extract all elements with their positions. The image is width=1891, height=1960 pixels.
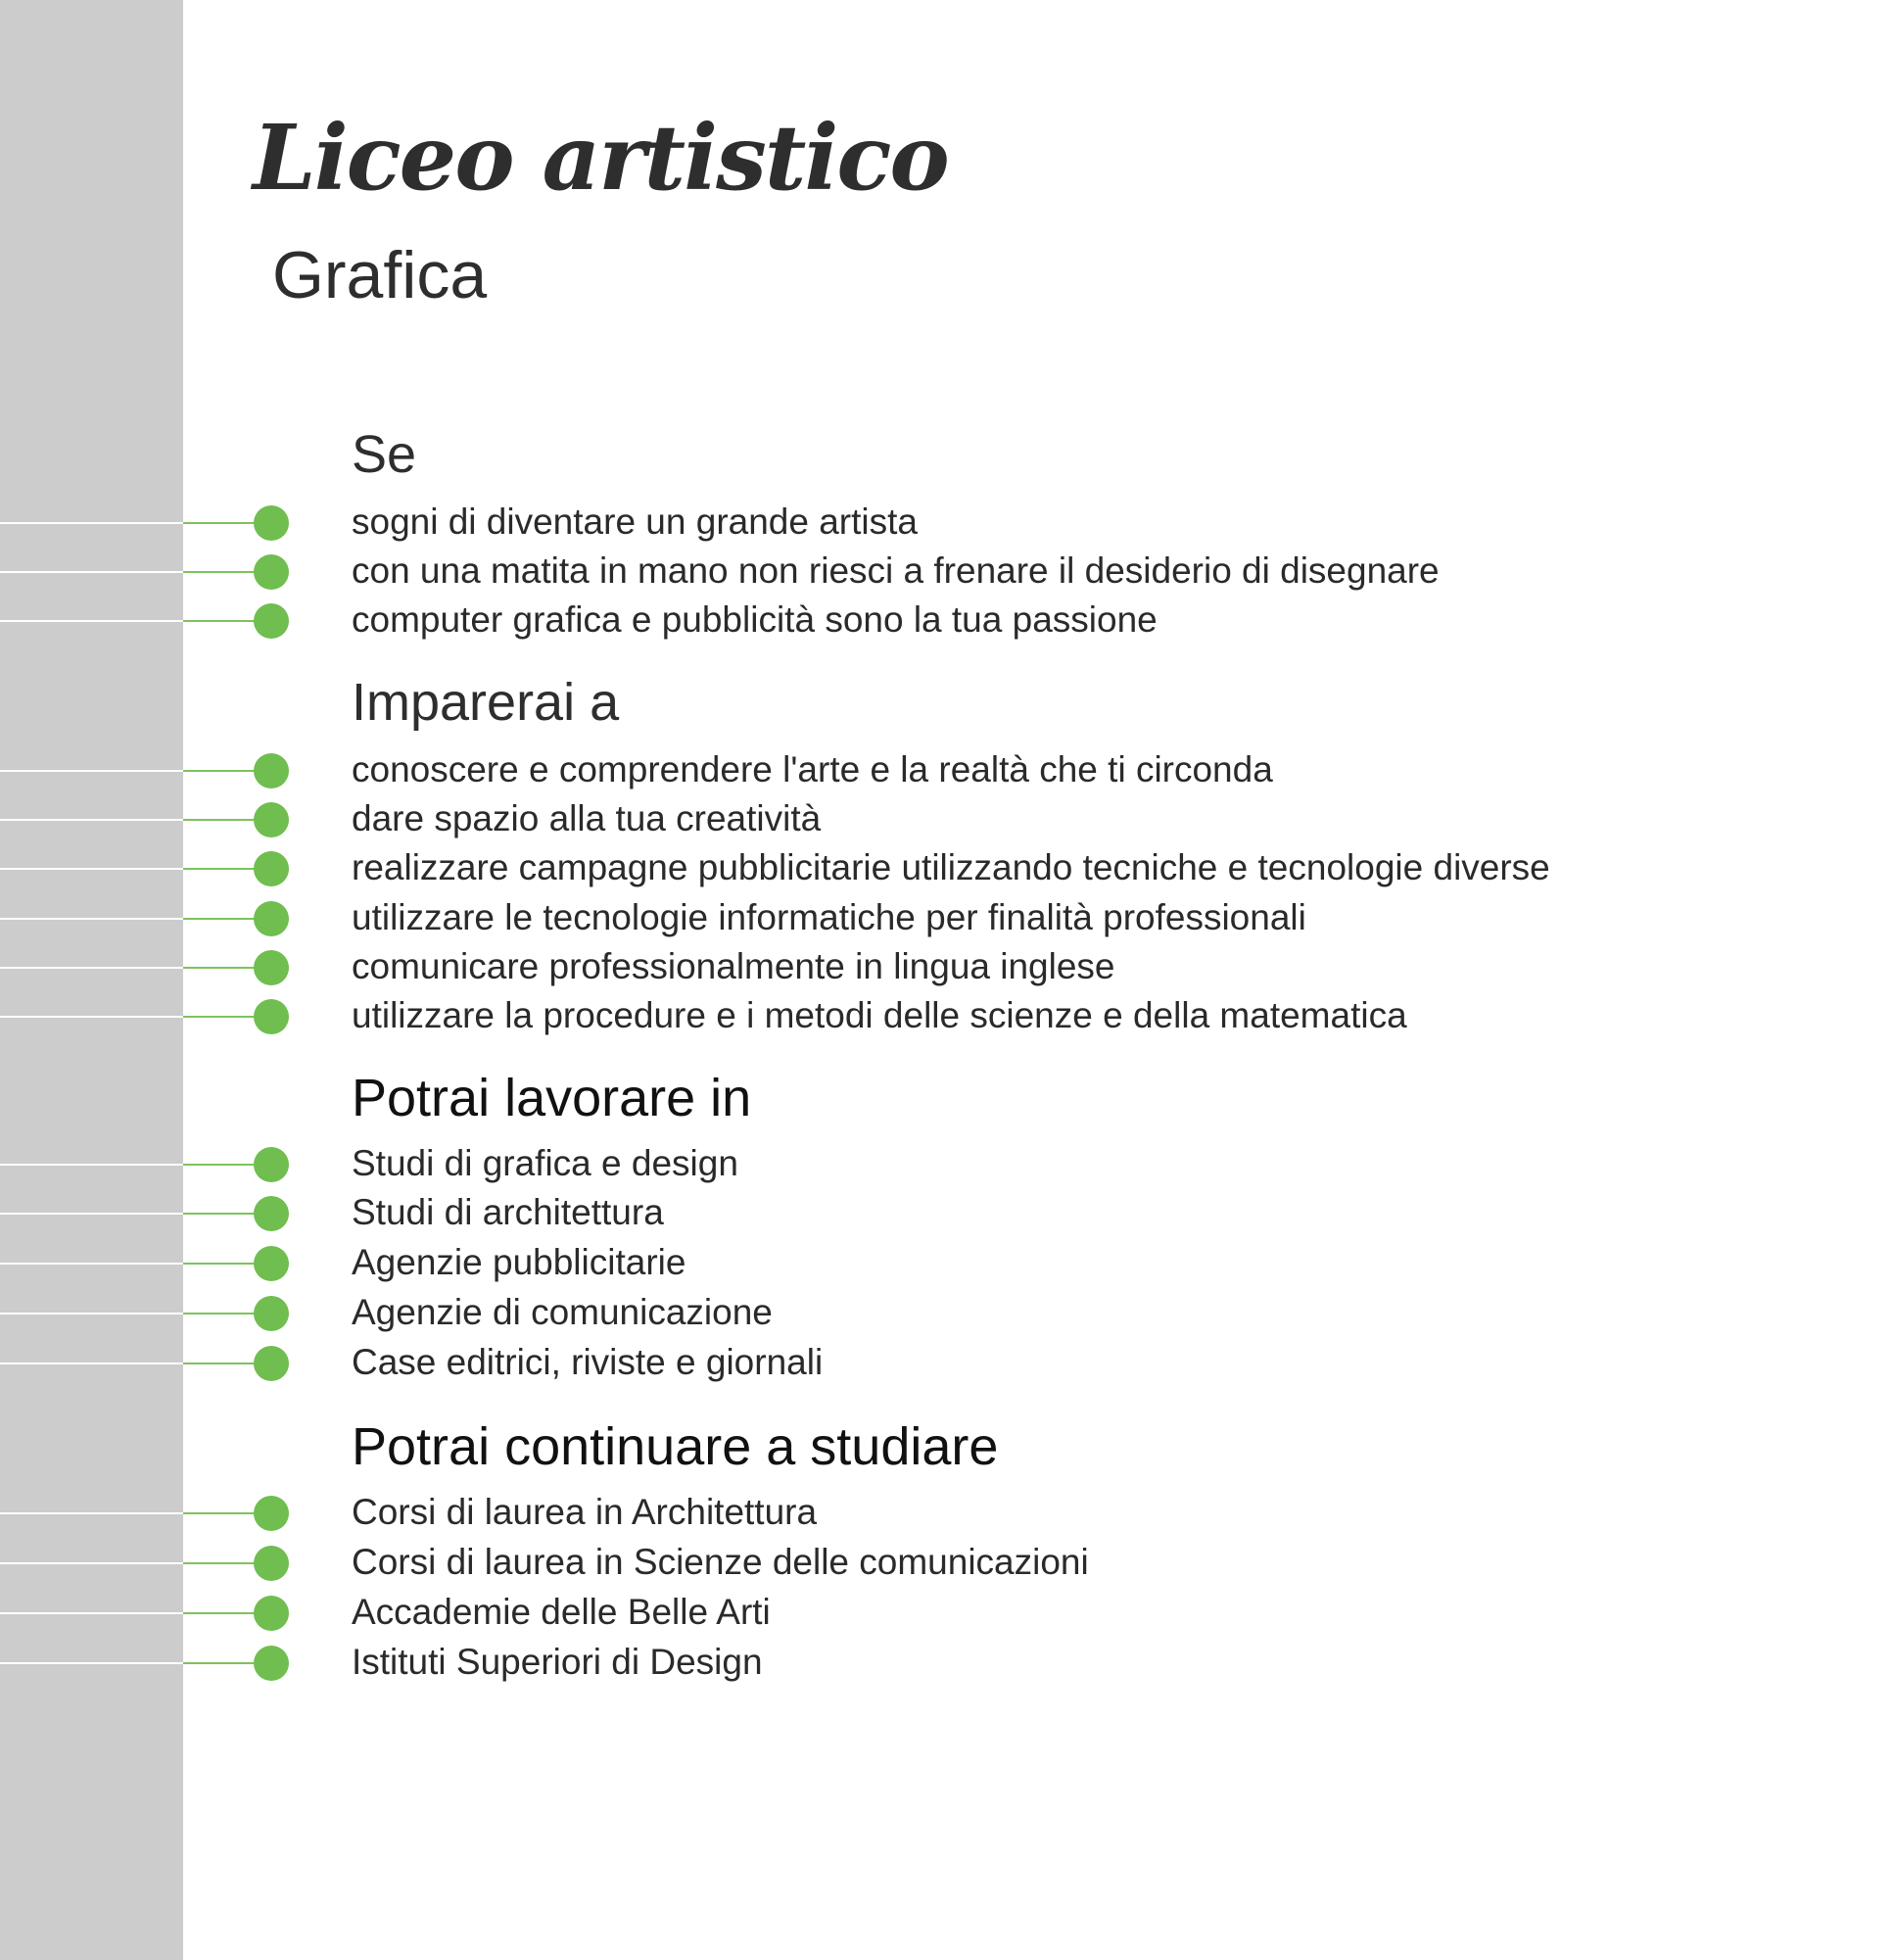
list-item [0, 844, 1891, 893]
divider-line [0, 522, 183, 524]
list-item-text: realizzare campagne pubblicitarie utilizzando tecniche e tecnologie diverse [352, 847, 1550, 887]
list-item-text: Agenzie pubblicitarie [352, 1242, 686, 1282]
divider-line [0, 1263, 183, 1265]
bullet-dot-icon [254, 505, 289, 541]
list-item-text: Case editrici, riviste e giornali [352, 1342, 824, 1382]
bullet-dot-icon [254, 1246, 289, 1281]
list-item [0, 1289, 1891, 1338]
section-heading-lavorare: Potrai lavorare in [352, 1069, 752, 1127]
list-item-text: dare spazio alla tua creatività [352, 798, 822, 838]
divider-line [0, 1562, 183, 1564]
divider-line [0, 1164, 183, 1166]
list-item [0, 1589, 1891, 1638]
list-item [0, 499, 1891, 548]
list-item [0, 548, 1891, 597]
list-item-text: Agenzie di comunicazione [352, 1292, 773, 1332]
bullet-dot-icon [254, 851, 289, 886]
list-item [0, 1539, 1891, 1588]
section-heading-se: Se [352, 425, 417, 484]
divider-line [0, 1512, 183, 1514]
bullet-dot-icon [254, 1296, 289, 1331]
list-item [0, 1639, 1891, 1688]
list-item [0, 943, 1891, 992]
list-item [0, 992, 1891, 1041]
list-item-text: Accademie delle Belle Arti [352, 1592, 771, 1632]
bullet-dot-icon [254, 554, 289, 590]
divider-line [0, 1662, 183, 1664]
list-item [0, 597, 1891, 645]
list-item-text: con una matita in mano non riesci a frenare il desiderio di disegnare [352, 550, 1440, 591]
bullet-dot-icon [254, 1196, 289, 1231]
divider-line [0, 967, 183, 969]
divider-line [0, 1612, 183, 1614]
bullet-dot-icon [254, 1496, 289, 1531]
bullet-dot-icon [254, 950, 289, 985]
list-item-text: utilizzare le tecnologie informatiche per finalità professionali [352, 897, 1306, 937]
divider-line [0, 1313, 183, 1315]
list-item-text: Studi di grafica e design [352, 1143, 738, 1183]
bullet-dot-icon [254, 603, 289, 639]
divider-line [0, 868, 183, 870]
page-subtitle: Grafica [272, 238, 488, 312]
section-heading-imparerai: Imparerai a [352, 673, 620, 732]
divider-line [0, 1362, 183, 1364]
divider-line [0, 770, 183, 772]
list-item-text: Studi di architettura [352, 1192, 664, 1232]
list-item-text: comunicare professionalmente in lingua inglese [352, 946, 1115, 986]
bullet-dot-icon [254, 999, 289, 1034]
divider-line [0, 918, 183, 920]
list-item-text: utilizzare la procedure e i metodi delle scienze e della matematica [352, 995, 1407, 1035]
bullet-dot-icon [254, 1646, 289, 1681]
bullet-dot-icon [254, 901, 289, 936]
list-item [0, 1140, 1891, 1189]
list-item-text: Corsi di laurea in Architettura [352, 1492, 818, 1532]
bullet-dot-icon [254, 1346, 289, 1381]
divider-line [0, 571, 183, 573]
divider-line [0, 819, 183, 821]
list-item-text: Corsi di laurea in Scienze delle comunicazioni [352, 1542, 1089, 1582]
list-item [0, 1489, 1891, 1538]
list-item-text: sogni di diventare un grande artista [352, 502, 918, 542]
divider-line [0, 1016, 183, 1018]
bullet-dot-icon [254, 1546, 289, 1581]
bullet-dot-icon [254, 1147, 289, 1182]
list-item [0, 894, 1891, 943]
divider-line [0, 620, 183, 622]
list-item [0, 1189, 1891, 1238]
page-title: Liceo artistico [253, 105, 948, 211]
list-item [0, 1239, 1891, 1288]
list-item-text: computer grafica e pubblicità sono la tua passione [352, 599, 1158, 640]
list-item [0, 795, 1891, 844]
bullet-dot-icon [254, 802, 289, 837]
divider-line [0, 1213, 183, 1215]
list-item [0, 1339, 1891, 1388]
bullet-dot-icon [254, 1596, 289, 1631]
list-item-text: conoscere e comprendere l'arte e la realtà che ti circonda [352, 749, 1273, 789]
bullet-dot-icon [254, 753, 289, 789]
list-item [0, 746, 1891, 795]
list-item-text: Istituti Superiori di Design [352, 1642, 763, 1682]
section-heading-studiare: Potrai continuare a studiare [352, 1417, 999, 1476]
